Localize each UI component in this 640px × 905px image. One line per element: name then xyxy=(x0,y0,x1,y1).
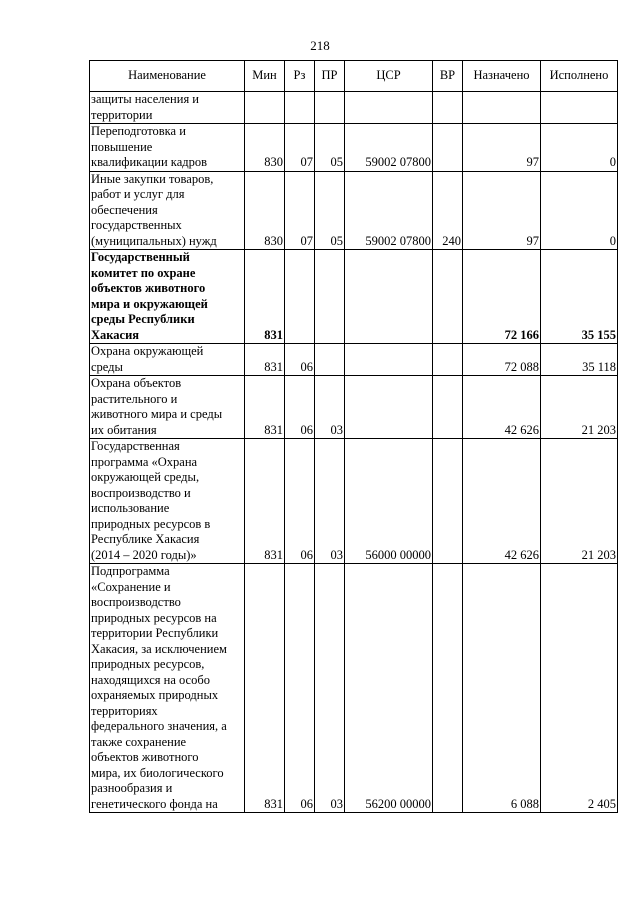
budget-table xyxy=(89,60,618,813)
table-row xyxy=(90,124,618,172)
row-min: 830 xyxy=(245,124,285,172)
row-pr xyxy=(315,92,345,124)
row-pr: 03 xyxy=(315,439,345,564)
table-row xyxy=(90,250,618,344)
row-vr xyxy=(433,124,463,172)
row-pr xyxy=(315,250,345,344)
page-number: 218 xyxy=(310,38,330,53)
row-executed: 21 203 xyxy=(541,376,618,439)
row-min: 830 xyxy=(245,171,285,250)
header-name: Наименование xyxy=(90,61,245,92)
row-name: Подпрограмма «Сохранение и воспроизводство природных ресурсов на территории Республики Хакасия, за исключением природных ресурсов, находящихся на особо охраняемых природных территориях федерального значения, а также сохранение объектов животного мира, их биологического разнообразия и генетического фонда на xyxy=(90,564,245,813)
row-csr xyxy=(345,376,433,439)
row-name: Иные закупки товаров, работ и услуг для обеспечения государственных (муниципальных) нужд xyxy=(90,171,245,250)
table-row xyxy=(90,439,618,564)
row-csr: 59002 07800 xyxy=(345,124,433,172)
table-row xyxy=(90,344,618,376)
row-executed: 0 xyxy=(541,171,618,250)
row-vr xyxy=(433,439,463,564)
row-name: Государственная программа «Охрана окружающей среды, воспроизводство и использование природных ресурсов в Республике Хакасия (2014 – 2020 годы)» xyxy=(90,439,245,564)
row-pr: 05 xyxy=(315,171,345,250)
table-row xyxy=(90,564,618,813)
row-name: Охрана объектов растительного и животного мира и среды их обитания xyxy=(90,376,245,439)
row-assigned: 42 626 xyxy=(463,439,541,564)
row-pr xyxy=(315,344,345,376)
row-executed: 21 203 xyxy=(541,439,618,564)
row-name: защиты населения и территории xyxy=(90,92,245,124)
row-rz: 06 xyxy=(285,344,315,376)
row-vr xyxy=(433,564,463,813)
row-vr xyxy=(433,250,463,344)
row-assigned: 6 088 xyxy=(463,564,541,813)
row-assigned: 97 xyxy=(463,171,541,250)
row-vr: 240 xyxy=(433,171,463,250)
row-csr: 59002 07800 xyxy=(345,171,433,250)
row-rz: 07 xyxy=(285,124,315,172)
row-rz xyxy=(285,250,315,344)
row-name: Государственный комитет по охране объектов животного мира и окружающей среды Республики Хакасия xyxy=(90,250,245,344)
row-rz: 06 xyxy=(285,376,315,439)
header-vr: ВР xyxy=(433,61,463,92)
row-rz: 06 xyxy=(285,564,315,813)
row-csr: 56200 00000 xyxy=(345,564,433,813)
row-csr xyxy=(345,92,433,124)
row-csr xyxy=(345,344,433,376)
row-pr: 03 xyxy=(315,564,345,813)
row-assigned: 72 088 xyxy=(463,344,541,376)
row-executed xyxy=(541,92,618,124)
row-min: 831 xyxy=(245,376,285,439)
row-vr xyxy=(433,344,463,376)
row-rz xyxy=(285,92,315,124)
row-assigned: 97 xyxy=(463,124,541,172)
table-row xyxy=(90,376,618,439)
row-vr xyxy=(433,92,463,124)
header-executed: Исполнено xyxy=(541,61,618,92)
row-pr: 05 xyxy=(315,124,345,172)
row-name: Переподготовка и повышение квалификации кадров xyxy=(90,124,245,172)
header-rz: Рз xyxy=(285,61,315,92)
row-assigned: 42 626 xyxy=(463,376,541,439)
row-min xyxy=(245,92,285,124)
row-min: 831 xyxy=(245,439,285,564)
row-pr: 03 xyxy=(315,376,345,439)
row-assigned xyxy=(463,92,541,124)
header-pr: ПР xyxy=(315,61,345,92)
row-csr: 56000 00000 xyxy=(345,439,433,564)
row-rz: 07 xyxy=(285,171,315,250)
row-csr xyxy=(345,250,433,344)
row-executed: 35 118 xyxy=(541,344,618,376)
header-assigned: Назначено xyxy=(463,61,541,92)
row-rz: 06 xyxy=(285,439,315,564)
row-min: 831 xyxy=(245,344,285,376)
table-header-row xyxy=(90,61,618,92)
header-csr: ЦСР xyxy=(345,61,433,92)
row-vr xyxy=(433,376,463,439)
row-executed: 2 405 xyxy=(541,564,618,813)
row-min: 831 xyxy=(245,250,285,344)
table-row xyxy=(90,92,618,124)
row-executed: 0 xyxy=(541,124,618,172)
header-min: Мин xyxy=(245,61,285,92)
table-row xyxy=(90,171,618,250)
row-assigned: 72 166 xyxy=(463,250,541,344)
row-executed: 35 155 xyxy=(541,250,618,344)
row-name: Охрана окружающей среды xyxy=(90,344,245,376)
row-min: 831 xyxy=(245,564,285,813)
